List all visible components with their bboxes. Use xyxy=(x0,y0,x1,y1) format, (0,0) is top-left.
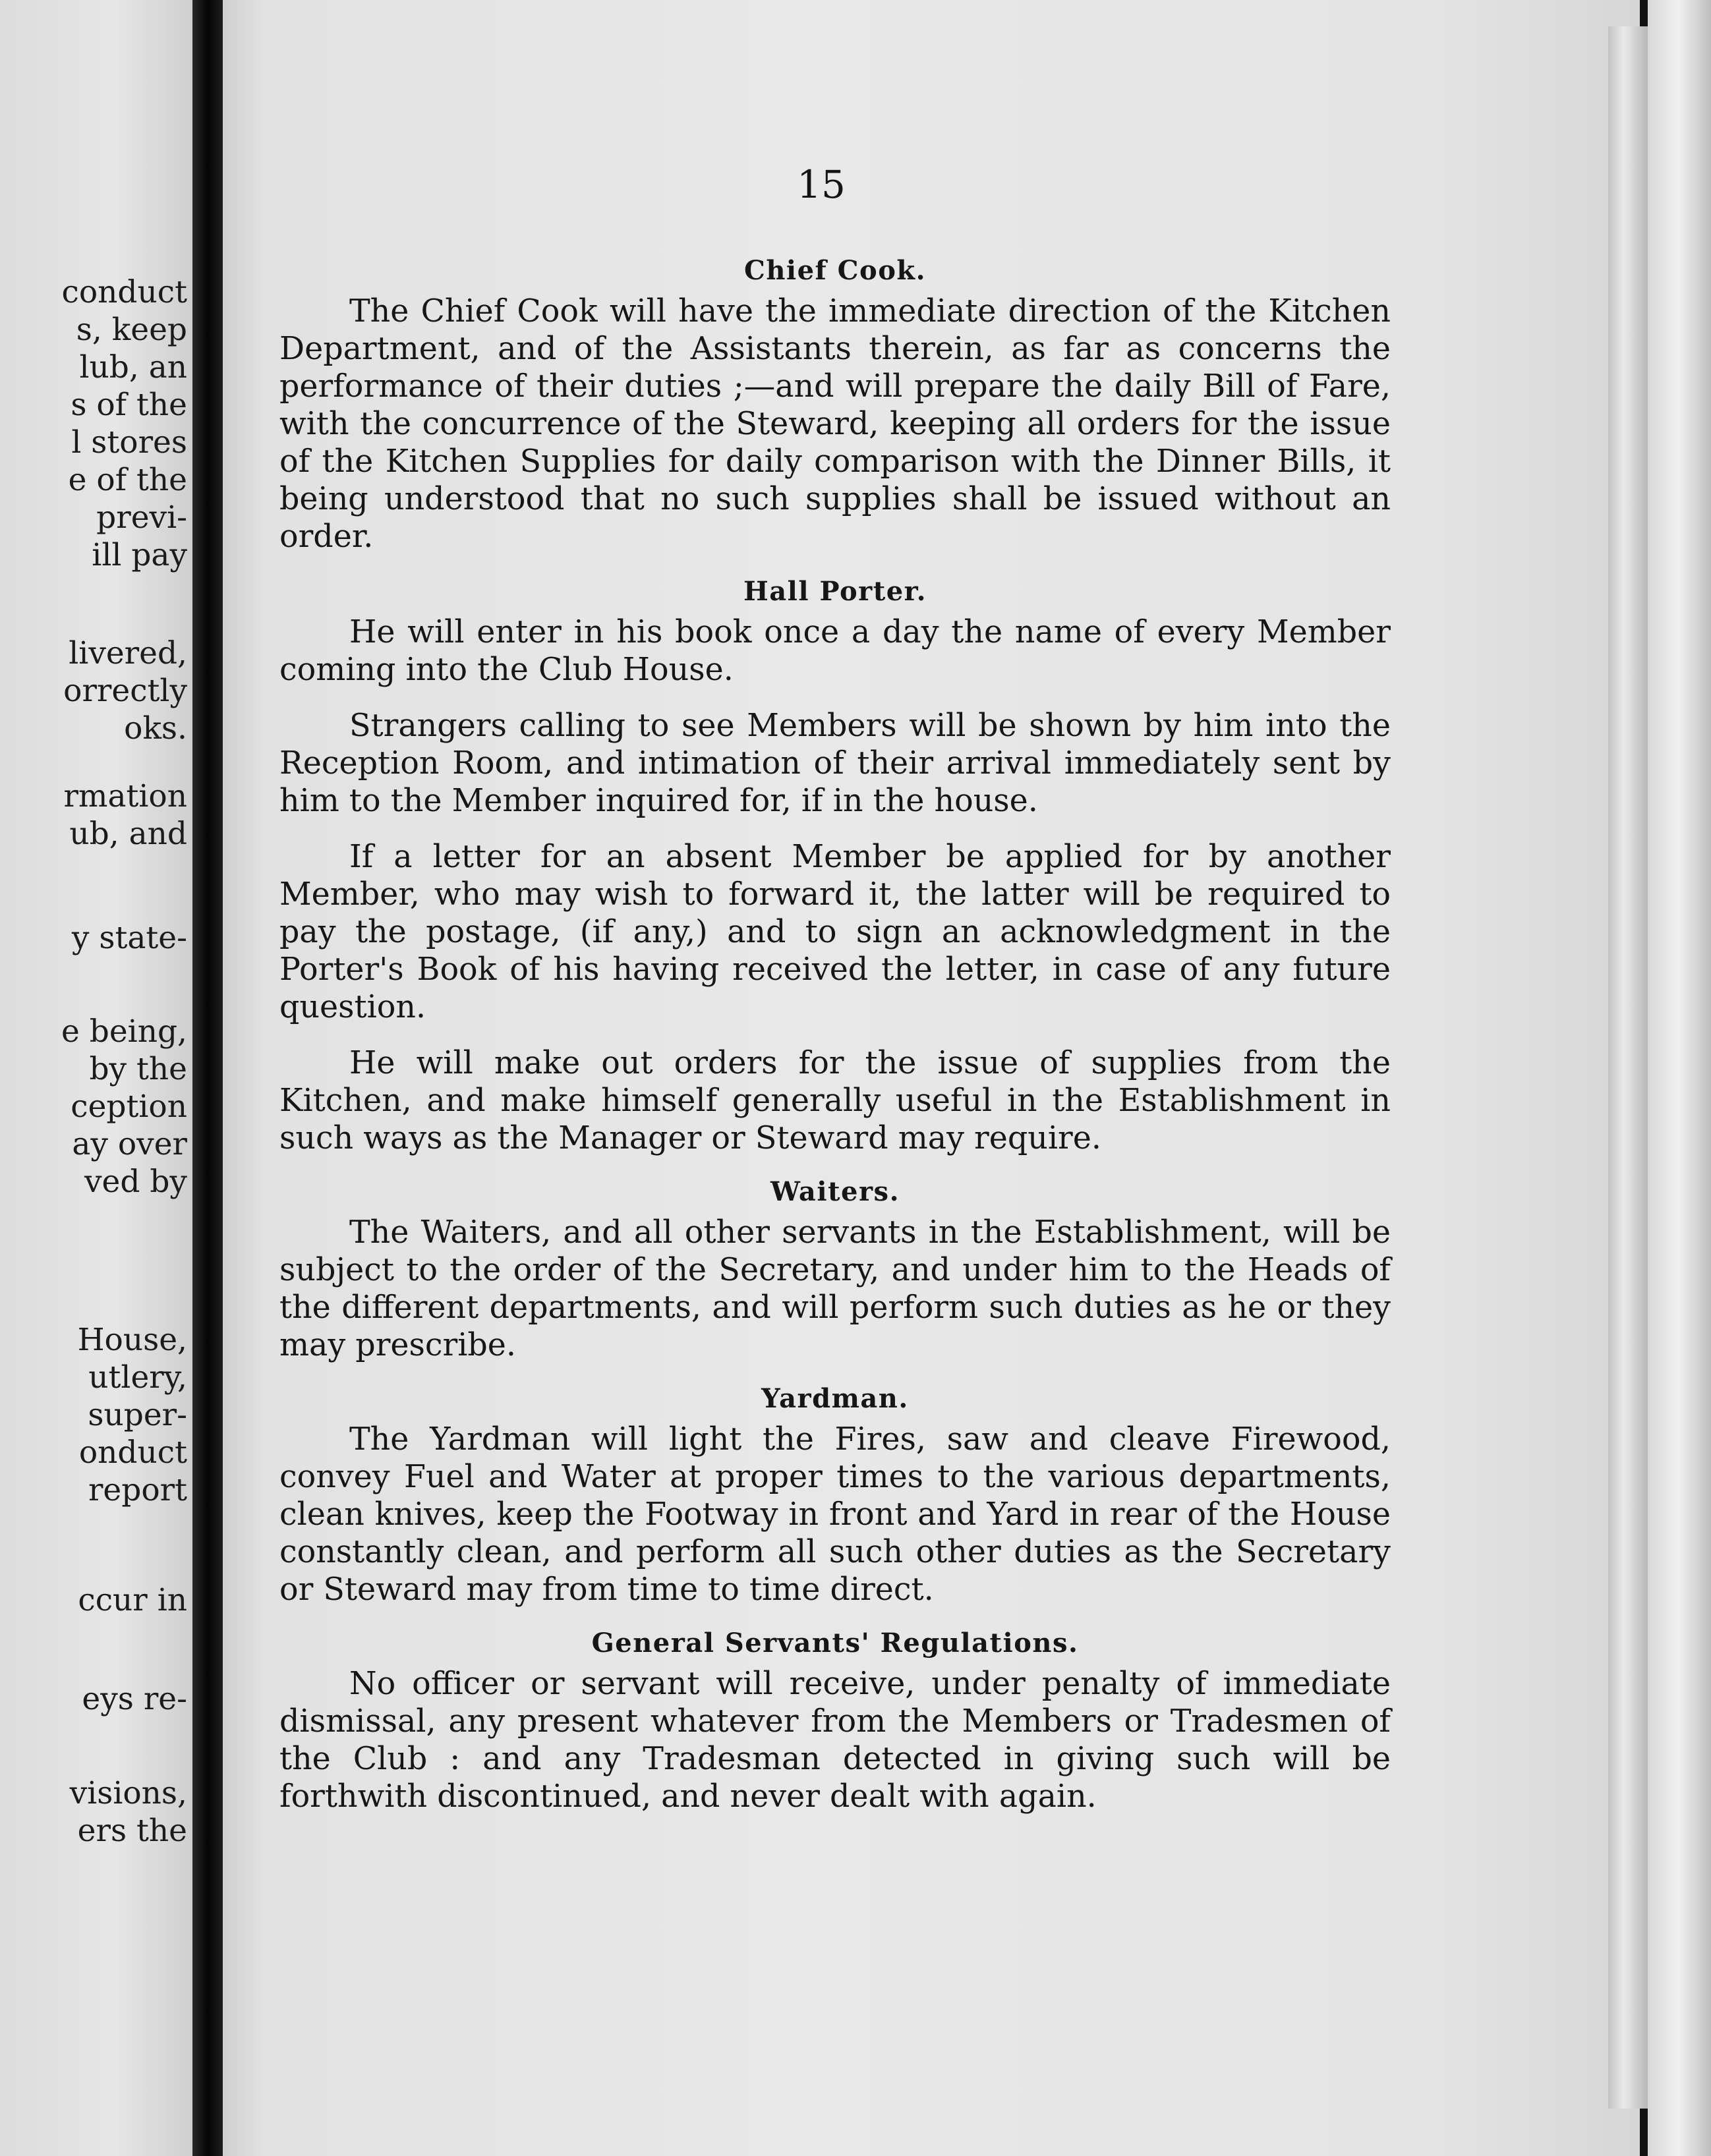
paragraph: The Waiters, and all other servants in the Establishment, will be subject to the order of the Secretary, and under him to the Heads of the different departments, and will perform such duties as he or they may prescribe. xyxy=(279,1214,1391,1363)
left-page-fragment: oks. xyxy=(124,710,187,747)
page-edge xyxy=(1608,26,1648,2109)
left-page-fragment: super- xyxy=(88,1397,187,1433)
left-page-fragment: eys re- xyxy=(82,1681,187,1717)
left-page-fragment: ay over xyxy=(72,1126,187,1162)
left-page-fragment: livered, xyxy=(69,635,187,671)
section-hall-porter xyxy=(279,575,1391,1157)
left-page-fragment: ub, and xyxy=(69,816,187,852)
left-page-fragment: s of the xyxy=(71,387,187,423)
left-facing-page xyxy=(0,0,192,2156)
left-page-fragment: onduct xyxy=(78,1434,187,1471)
section-chief-cook xyxy=(279,254,1391,555)
left-page-fragment: conduct xyxy=(61,274,187,310)
section-heading: Yardman. xyxy=(761,1383,909,1414)
left-page-fragment: ved by xyxy=(84,1164,187,1200)
outer-page-edge xyxy=(1648,0,1711,2156)
paragraph: Strangers calling to see Members will be shown by him into the Reception Room, and intimation of their arrival immediately sent by him to the Member inquired for, if in the house. xyxy=(279,708,1391,819)
left-page-fragment: l stores xyxy=(71,424,187,461)
section-heading: Waiters. xyxy=(770,1176,900,1207)
left-page-fragment: y state- xyxy=(71,920,187,956)
left-page-fragment: previ- xyxy=(96,499,187,536)
page-number: 15 xyxy=(797,162,846,207)
paragraph: He will make out orders for the issue of supplies from the Kitchen, and make himself generally useful in the Establishment in such ways as the Manager or Steward may require. xyxy=(279,1045,1391,1156)
left-page-fragment: visions, xyxy=(69,1775,187,1811)
paragraph: He will enter in his book once a day the name of every Member coming into the Club House. xyxy=(279,614,1391,688)
left-page-fragment: ill pay xyxy=(92,537,187,573)
binding-gutter xyxy=(192,0,223,2156)
section-general-servants-regulations xyxy=(279,1627,1391,1815)
left-page-fragment: e of the xyxy=(68,462,187,498)
paragraph: If a letter for an absent Member be applied for by another Member, who may wish to forward it, the latter will be required to pay the postage, (if any,) and to sign an acknowledgment in the Porter's Book of his having received the letter, in case of any future question. xyxy=(279,839,1391,1025)
paragraph: The Yardman will light the Fires, saw and cleave Firewood, convey Fuel and Water at proper times to the various departments, clean knives, keep the Footway in front and Yard in rear of the House constantly clean, and perform all such other duties as the Secretary or Steward may from time to time direct. xyxy=(279,1421,1391,1608)
paragraph: The Chief Cook will have the immediate direction of the Kitchen Department, and of the Assistants therein, as far as concerns the performance of their duties ;—and will prepare the daily Bill of Fare, with the concurrence of the Steward, keeping all orders for the issue of the Kitchen Supplies for daily comparison with the Dinner Bills, it being understood that no such supplies shall be issued without an order. xyxy=(279,293,1391,555)
left-page-fragment: ers the xyxy=(77,1813,187,1849)
left-page-fragment: ception xyxy=(71,1089,187,1125)
section-waiters xyxy=(279,1176,1391,1364)
paragraph: No officer or servant will receive, under penalty of immediate dismissal, any present whatever from the Members or Tradesmen of the Club : and any Tradesman detected in giving such will be forthwith discontinued, and never dealt with again. xyxy=(279,1666,1391,1815)
left-page-fragment: ccur in xyxy=(78,1582,187,1618)
left-page-fragment: rmation xyxy=(63,778,187,814)
left-page-fragment: e being, xyxy=(61,1013,187,1050)
section-heading: Chief Cook. xyxy=(743,255,927,286)
left-page-fragment: utlery, xyxy=(88,1359,187,1396)
section-heading: Hall Porter. xyxy=(743,576,927,607)
left-page-fragment: lub, an xyxy=(79,349,187,385)
left-page-fragment: by the xyxy=(89,1051,187,1087)
section-yardman xyxy=(279,1382,1391,1608)
page-content xyxy=(279,254,1391,1834)
left-page-fragment: orrectly xyxy=(63,673,187,709)
left-page-fragment: report xyxy=(88,1472,187,1508)
section-heading: General Servants' Regulations. xyxy=(591,1628,1079,1659)
left-page-fragment: House, xyxy=(77,1322,187,1358)
left-page-fragment: s, keep xyxy=(76,312,187,348)
